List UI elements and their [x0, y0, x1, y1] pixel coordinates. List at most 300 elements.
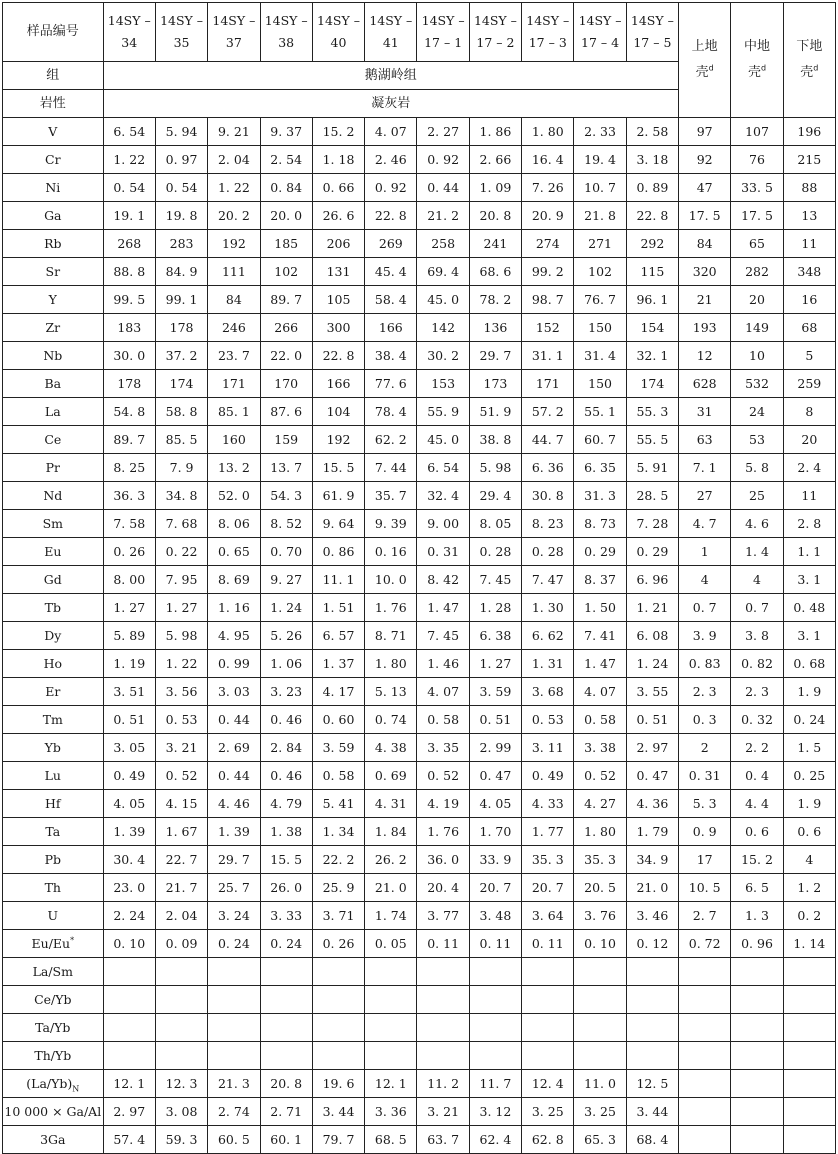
table-cell: 2. 58 — [626, 118, 678, 146]
table-cell: 300 — [312, 314, 364, 342]
table-cell: 17. 5 — [679, 202, 731, 230]
table-cell: 6. 96 — [626, 566, 678, 594]
table-cell: 5. 94 — [155, 118, 207, 146]
table-cell: 4. 7 — [679, 510, 731, 538]
table-cell: 2. 4 — [783, 454, 835, 482]
table-cell: 12. 5 — [626, 1070, 678, 1098]
table-cell: 4. 27 — [574, 790, 626, 818]
table-cell: 0. 83 — [679, 650, 731, 678]
table-cell: 12. 1 — [365, 1070, 417, 1098]
table-cell: 241 — [469, 230, 521, 258]
table-cell — [417, 958, 469, 986]
header-row — [3, 3, 836, 62]
table-row — [3, 510, 836, 538]
lithology-label: 岩性 — [3, 90, 104, 118]
table-cell: 4. 05 — [469, 790, 521, 818]
row-label-text: Sm — [42, 515, 63, 531]
table-cell: 258 — [417, 230, 469, 258]
table-cell: 0. 7 — [679, 594, 731, 622]
table-cell: 271 — [574, 230, 626, 258]
table-cell: 3. 25 — [574, 1098, 626, 1126]
table-row — [3, 986, 836, 1014]
table-cell: 0. 11 — [469, 930, 521, 958]
table-cell: 152 — [522, 314, 574, 342]
table-cell: 44. 7 — [522, 426, 574, 454]
table-cell: 26. 6 — [312, 202, 364, 230]
table-cell: 166 — [312, 370, 364, 398]
table-cell: 1. 19 — [103, 650, 155, 678]
table-cell: 8. 42 — [417, 566, 469, 594]
table-cell: 1. 24 — [260, 594, 312, 622]
table-cell: 0. 29 — [626, 538, 678, 566]
table-cell — [783, 1014, 835, 1042]
table-cell — [365, 986, 417, 1014]
table-cell: 3. 35 — [417, 734, 469, 762]
table-cell: 1. 76 — [417, 818, 469, 846]
table-cell: 38. 8 — [469, 426, 521, 454]
row-label-text: Lu — [44, 767, 61, 783]
table-cell: 0. 31 — [417, 538, 469, 566]
table-cell: 76. 7 — [574, 286, 626, 314]
table-cell: 88 — [783, 174, 835, 202]
table-cell: 2. 24 — [103, 902, 155, 930]
table-cell: 0. 6 — [783, 818, 835, 846]
table-cell: 98. 7 — [522, 286, 574, 314]
row-label-sub: N — [72, 1084, 80, 1093]
table-cell: 89. 7 — [103, 426, 155, 454]
row-label — [3, 762, 104, 790]
table-cell: 5 — [783, 342, 835, 370]
row-label — [3, 846, 104, 874]
table-cell: 0. 52 — [417, 762, 469, 790]
table-cell — [574, 1042, 626, 1070]
table-cell: 31. 3 — [574, 482, 626, 510]
table-cell: 38. 4 — [365, 342, 417, 370]
table-cell: 1. 5 — [783, 734, 835, 762]
table-cell: 53 — [731, 426, 783, 454]
table-cell: 160 — [208, 426, 260, 454]
table-cell: 7. 58 — [103, 510, 155, 538]
table-cell: 89. 7 — [260, 286, 312, 314]
table-cell: 0. 3 — [679, 706, 731, 734]
row-label — [3, 1098, 104, 1126]
table-cell — [679, 1042, 731, 1070]
row-label-text: Ni — [45, 179, 61, 195]
table-cell: 22. 8 — [312, 342, 364, 370]
table-cell: 12. 1 — [103, 1070, 155, 1098]
table-cell: 20. 7 — [469, 874, 521, 902]
table-cell: 0. 69 — [365, 762, 417, 790]
table-cell: 11. 2 — [417, 1070, 469, 1098]
table-cell: 0. 51 — [103, 706, 155, 734]
table-cell: 4. 4 — [731, 790, 783, 818]
crust-header-top: 中地 — [743, 39, 770, 54]
table-cell: 1. 84 — [365, 818, 417, 846]
table-cell: 33. 9 — [469, 846, 521, 874]
table-cell: 88. 8 — [103, 258, 155, 286]
table-cell: 0. 25 — [783, 762, 835, 790]
table-cell: 2. 97 — [626, 734, 678, 762]
table-cell — [312, 958, 364, 986]
table-cell: 3. 68 — [522, 678, 574, 706]
row-label-text: Th — [44, 879, 61, 895]
table-cell: 2. 54 — [260, 146, 312, 174]
table-cell: 1. 46 — [417, 650, 469, 678]
table-cell: 3. 56 — [155, 678, 207, 706]
table-cell — [469, 1042, 521, 1070]
table-cell — [417, 1042, 469, 1070]
table-cell — [783, 1070, 835, 1098]
table-cell: 274 — [522, 230, 574, 258]
table-cell: 1. 38 — [260, 818, 312, 846]
row-label — [3, 398, 104, 426]
table-cell — [417, 986, 469, 1014]
table-cell — [312, 986, 364, 1014]
row-label — [3, 902, 104, 930]
table-cell: 259 — [783, 370, 835, 398]
sample-header-top: 14SY – — [160, 13, 204, 28]
table-cell: 1. 06 — [260, 650, 312, 678]
row-label — [3, 706, 104, 734]
table-cell — [522, 1042, 574, 1070]
crust-header-bottom — [679, 60, 730, 86]
table-row — [3, 398, 836, 426]
table-cell: 2. 04 — [208, 146, 260, 174]
table-cell: 2. 27 — [417, 118, 469, 146]
table-cell: 36. 3 — [103, 482, 155, 510]
table-cell: 0. 10 — [574, 930, 626, 958]
table-cell: 2. 84 — [260, 734, 312, 762]
row-label — [3, 174, 104, 202]
table-cell — [103, 1042, 155, 1070]
table-cell: 15. 5 — [260, 846, 312, 874]
row-label-sup: * — [70, 935, 75, 945]
table-cell: 532 — [731, 370, 783, 398]
table-cell: 23. 7 — [208, 342, 260, 370]
table-cell: 0. 46 — [260, 762, 312, 790]
table-cell: 3. 44 — [312, 1098, 364, 1126]
table-cell: 2. 3 — [731, 678, 783, 706]
sample-number-label: 样品编号 — [3, 3, 104, 62]
table-cell: 7. 28 — [626, 510, 678, 538]
table-cell: 21 — [679, 286, 731, 314]
table-cell: 1. 77 — [522, 818, 574, 846]
table-cell: 1. 1 — [783, 538, 835, 566]
table-cell: 0. 47 — [626, 762, 678, 790]
table-cell: 54. 8 — [103, 398, 155, 426]
table-cell: 1. 30 — [522, 594, 574, 622]
row-label-text: 10 000 × Ga/Al — [4, 1103, 102, 1119]
table-cell: 60. 1 — [260, 1126, 312, 1154]
row-label — [3, 622, 104, 650]
table-cell: 0. 4 — [731, 762, 783, 790]
table-cell: 170 — [260, 370, 312, 398]
table-cell: 26. 2 — [365, 846, 417, 874]
table-cell: 7. 68 — [155, 510, 207, 538]
table-cell: 62. 4 — [469, 1126, 521, 1154]
table-cell: 21. 8 — [574, 202, 626, 230]
table-cell: 25 — [731, 482, 783, 510]
table-cell — [731, 958, 783, 986]
row-label — [3, 734, 104, 762]
table-cell: 20. 2 — [208, 202, 260, 230]
table-cell: 3. 05 — [103, 734, 155, 762]
row-label-text: Zr — [45, 319, 61, 335]
table-cell: 0. 29 — [574, 538, 626, 566]
crust-header-top: 下地 — [796, 39, 823, 54]
table-cell: 4. 79 — [260, 790, 312, 818]
sample-header-bottom: 38 — [278, 35, 295, 50]
table-cell: 20. 4 — [417, 874, 469, 902]
table-cell: 92 — [679, 146, 731, 174]
table-cell: 31 — [679, 398, 731, 426]
table-cell — [626, 1014, 678, 1042]
table-cell: 4 — [783, 846, 835, 874]
table-cell — [103, 958, 155, 986]
table-cell — [679, 1098, 731, 1126]
table-cell: 3. 76 — [574, 902, 626, 930]
table-cell: 1. 47 — [574, 650, 626, 678]
table-cell: 1. 3 — [731, 902, 783, 930]
table-cell: 84. 9 — [155, 258, 207, 286]
table-cell: 55. 1 — [574, 398, 626, 426]
table-cell — [783, 1126, 835, 1154]
table-cell: 628 — [679, 370, 731, 398]
table-cell: 1. 22 — [208, 174, 260, 202]
table-cell: 19. 4 — [574, 146, 626, 174]
table-cell: 60. 7 — [574, 426, 626, 454]
table-cell — [731, 1014, 783, 1042]
table-cell: 3. 51 — [103, 678, 155, 706]
table-cell: 0. 9 — [679, 818, 731, 846]
table-cell: 3. 36 — [365, 1098, 417, 1126]
crust-header-top: 上地 — [691, 39, 718, 54]
table-cell: 13. 7 — [260, 454, 312, 482]
table-cell: 4 — [731, 566, 783, 594]
table-row — [3, 958, 836, 986]
table-cell: 115 — [626, 258, 678, 286]
table-cell: 11 — [783, 230, 835, 258]
table-cell: 1. 39 — [208, 818, 260, 846]
table-cell: 30. 4 — [103, 846, 155, 874]
table-cell: 11. 7 — [469, 1070, 521, 1098]
row-label — [3, 818, 104, 846]
table-cell: 0. 82 — [731, 650, 783, 678]
row-label-text: Tm — [42, 711, 63, 727]
table-cell: 0. 28 — [469, 538, 521, 566]
table-cell: 3. 64 — [522, 902, 574, 930]
table-cell — [208, 958, 260, 986]
table-cell: 76 — [731, 146, 783, 174]
table-cell: 282 — [731, 258, 783, 286]
table-cell: 30. 8 — [522, 482, 574, 510]
table-cell: 20. 9 — [522, 202, 574, 230]
table-cell: 21. 2 — [417, 202, 469, 230]
row-label-text: Ta/Yb — [35, 1019, 71, 1035]
table-cell: 10. 5 — [679, 874, 731, 902]
table-cell: 3. 44 — [626, 1098, 678, 1126]
row-label-text: La/Sm — [32, 963, 73, 979]
table-cell: 5. 98 — [155, 622, 207, 650]
trace-element-table — [2, 2, 836, 1154]
table-cell: 1. 34 — [312, 818, 364, 846]
crust-header-bottom — [784, 60, 835, 86]
table-cell: 1. 51 — [312, 594, 364, 622]
table-cell: 5. 3 — [679, 790, 731, 818]
row-label-text: Yb — [44, 739, 61, 755]
table-cell: 0. 58 — [417, 706, 469, 734]
table-cell: 7. 45 — [417, 622, 469, 650]
table-cell: 6. 08 — [626, 622, 678, 650]
table-cell: 292 — [626, 230, 678, 258]
row-label-text: Pr — [45, 459, 60, 475]
table-cell — [365, 1014, 417, 1042]
table-row — [3, 846, 836, 874]
sample-header-top: 14SY – — [212, 13, 256, 28]
table-cell: 35. 3 — [522, 846, 574, 874]
table-cell: 171 — [208, 370, 260, 398]
sample-header-bottom: 37 — [225, 35, 242, 50]
table-cell: 84 — [208, 286, 260, 314]
table-cell: 174 — [626, 370, 678, 398]
row-label-text: Y — [48, 291, 57, 307]
table-cell: 8. 52 — [260, 510, 312, 538]
table-cell: 1. 09 — [469, 174, 521, 202]
table-cell: 58. 4 — [365, 286, 417, 314]
table-cell: 4. 19 — [417, 790, 469, 818]
row-label-text: Th/Yb — [34, 1047, 72, 1063]
table-cell: 8. 71 — [365, 622, 417, 650]
sample-header-top: 14SY – — [369, 13, 413, 28]
row-label-text: Hf — [45, 795, 61, 811]
table-row — [3, 538, 836, 566]
table-cell: 45. 0 — [417, 426, 469, 454]
table-cell: 0. 49 — [103, 762, 155, 790]
table-row — [3, 902, 836, 930]
table-cell: 193 — [679, 314, 731, 342]
table-cell: 3. 21 — [155, 734, 207, 762]
table-cell: 1. 28 — [469, 594, 521, 622]
table-cell: 5. 91 — [626, 454, 678, 482]
table-cell: 17. 5 — [731, 202, 783, 230]
table-cell: 78. 4 — [365, 398, 417, 426]
table-cell: 3. 55 — [626, 678, 678, 706]
table-cell — [365, 958, 417, 986]
table-cell: 183 — [103, 314, 155, 342]
table-cell: 62. 2 — [365, 426, 417, 454]
table-cell: 2. 69 — [208, 734, 260, 762]
table-cell: 65 — [731, 230, 783, 258]
table-cell: 1. 50 — [574, 594, 626, 622]
table-cell: 0. 6 — [731, 818, 783, 846]
table-cell: 4. 6 — [731, 510, 783, 538]
table-cell: 0. 12 — [626, 930, 678, 958]
table-cell: 29. 7 — [469, 342, 521, 370]
table-row — [3, 1098, 836, 1126]
table-cell — [783, 958, 835, 986]
sample-header-bottom: 17 – 3 — [528, 35, 567, 50]
table-cell: 20 — [783, 426, 835, 454]
table-cell: 0. 44 — [208, 706, 260, 734]
table-cell: 85. 5 — [155, 426, 207, 454]
table-cell: 10 — [731, 342, 783, 370]
row-label — [3, 594, 104, 622]
table-cell: 1. 76 — [365, 594, 417, 622]
table-cell: 173 — [469, 370, 521, 398]
table-cell: 21. 7 — [155, 874, 207, 902]
table-cell: 1. 27 — [155, 594, 207, 622]
row-label — [3, 370, 104, 398]
table-cell: 4. 31 — [365, 790, 417, 818]
table-cell: 149 — [731, 314, 783, 342]
table-cell: 31. 4 — [574, 342, 626, 370]
table-cell: 0. 96 — [731, 930, 783, 958]
table-cell: 7. 41 — [574, 622, 626, 650]
table-cell: 4. 07 — [417, 678, 469, 706]
table-row — [3, 230, 836, 258]
table-cell — [155, 1042, 207, 1070]
sample-header-1 — [103, 3, 155, 62]
table-cell: 84 — [679, 230, 731, 258]
table-cell: 2. 7 — [679, 902, 731, 930]
table-cell: 3. 8 — [731, 622, 783, 650]
row-label — [3, 314, 104, 342]
table-cell: 1. 47 — [417, 594, 469, 622]
crust-header-text: 壳 — [800, 65, 814, 80]
table-cell: 3. 1 — [783, 622, 835, 650]
table-cell: 0. 53 — [522, 706, 574, 734]
table-cell: 65. 3 — [574, 1126, 626, 1154]
table-cell: 63. 7 — [417, 1126, 469, 1154]
row-label-text: Nb — [43, 347, 63, 363]
table-cell: 4. 15 — [155, 790, 207, 818]
table-cell: 1. 14 — [783, 930, 835, 958]
table-cell: 2. 71 — [260, 1098, 312, 1126]
table-cell: 30. 0 — [103, 342, 155, 370]
table-cell: 3. 25 — [522, 1098, 574, 1126]
table-cell: 1. 4 — [731, 538, 783, 566]
table-cell: 1. 18 — [312, 146, 364, 174]
table-cell: 7. 95 — [155, 566, 207, 594]
table-cell: 31. 1 — [522, 342, 574, 370]
row-label — [3, 874, 104, 902]
table-cell: 0. 11 — [417, 930, 469, 958]
table-row — [3, 146, 836, 174]
table-row — [3, 790, 836, 818]
table-cell: 4. 33 — [522, 790, 574, 818]
table-cell: 5. 13 — [365, 678, 417, 706]
table-cell: 0. 86 — [312, 538, 364, 566]
row-label — [3, 930, 104, 958]
table-cell — [783, 986, 835, 1014]
table-cell: 1. 31 — [522, 650, 574, 678]
table-cell: 0. 44 — [208, 762, 260, 790]
table-cell: 59. 3 — [155, 1126, 207, 1154]
table-cell — [731, 1126, 783, 1154]
table-row — [3, 202, 836, 230]
table-cell: 0. 22 — [155, 538, 207, 566]
table-cell: 5. 98 — [469, 454, 521, 482]
table-cell: 96. 1 — [626, 286, 678, 314]
table-cell: 1. 21 — [626, 594, 678, 622]
row-label-text: Nd — [43, 487, 63, 503]
table-cell: 25. 7 — [208, 874, 260, 902]
row-label — [3, 1042, 104, 1070]
table-cell: 1. 9 — [783, 790, 835, 818]
table-cell: 0. 46 — [260, 706, 312, 734]
table-row — [3, 426, 836, 454]
table-cell: 68. 4 — [626, 1126, 678, 1154]
